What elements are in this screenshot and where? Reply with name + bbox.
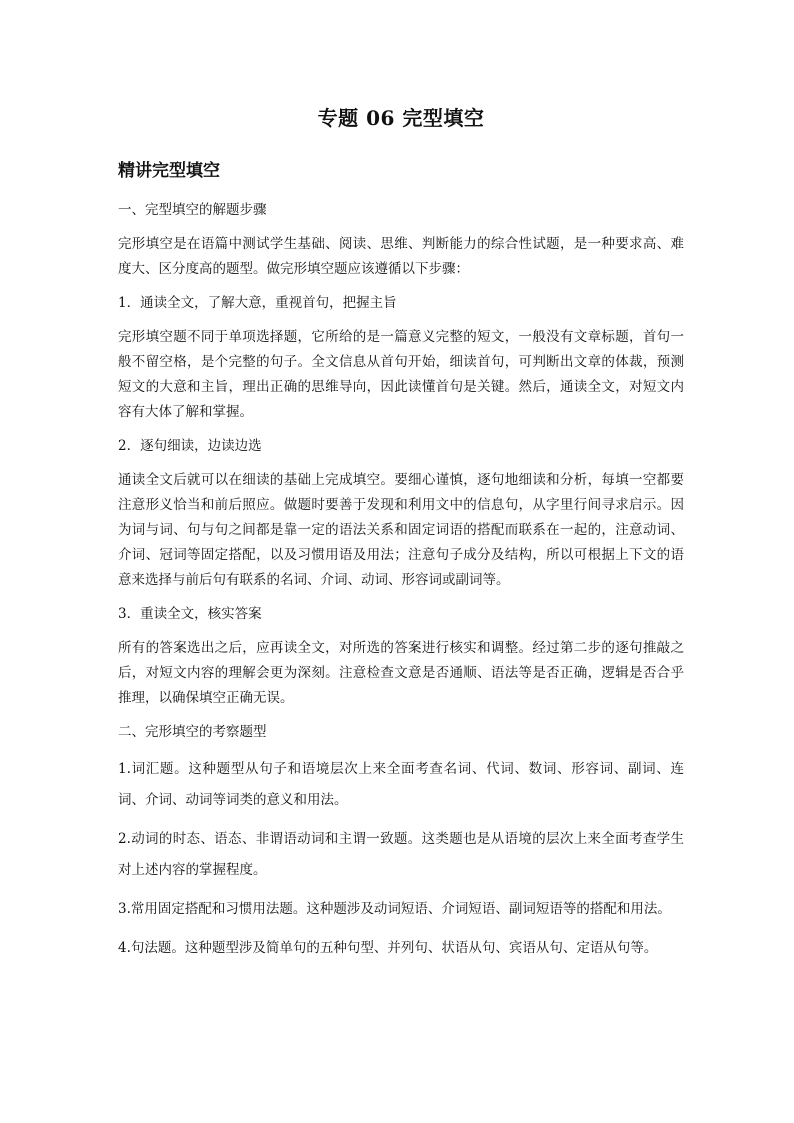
- step2-paragraph: 通读全文后就可以在细读的基础上完成填空。要细心谨慎，逐句地细读和分析，每填一空都要注意形义恰当和前后照应。做题时要善于发现和利用文中的信息句，从字里行间寻求启示。因为词与词、句与句之间都是靠一定的语法关系和固定词语的搭配而联系在一起的，注意动词、介词、冠词等固定搭配，以及习惯用语及用法；注意句子成分及结构，所以可根据上下文的语意来选择与前后句有联系的名词、介词、动词、形容词或副词等。: [118, 472, 684, 588]
- type-item-1: 1.词汇题。这种题型从句子和语境层次上来全面考查名词、代词、数词、形容词、副词、连词、介词、动词等词类的意义和用法。: [118, 761, 684, 808]
- part1-heading: 一、完型填空的解题步骤: [118, 202, 267, 218]
- step1-paragraph: 完形填空题不同于单项选择题，它所给的是一篇意义完整的短文，一般没有文章标题，首句一般不留空格，是个完整的句子。全文信息从首句开始，细读首句，可判断出文章的体裁，预测短文的大意和主旨，理出正确的思维导向，因此读懂首句是关键。然后，通读全文，对短文内容有大体了解和掌握。: [118, 329, 684, 420]
- page-title: 专题 06 完型填空: [317, 106, 485, 130]
- step2-heading: 2．逐句细读，边读边选: [118, 438, 262, 454]
- part2-heading: 二、完形填空的考察题型: [118, 724, 267, 740]
- step3-heading: 3．重读全文，核实答案: [118, 606, 262, 622]
- intro-paragraph: 完形填空是在语篇中测试学生基础、阅读、思维、判断能力的综合性试题，是一种要求高、难度大、区分度高的题型。做完形填空题应该遵循以下步骤：: [118, 236, 684, 277]
- type-item-2: 2.动词的时态、语态、非谓语动词和主谓一致题。这类题也是从语境的层次上来全面考查学生对上述内容的掌握程度。: [118, 831, 684, 878]
- type-item-3: 3.常用固定搭配和习惯用法题。这种题涉及动词短语、介词短语、副词短语等的搭配和用法。: [118, 901, 671, 917]
- document-body: [118, 104, 684, 972]
- step1-heading: 1．通读全文，了解大意，重视首句，把握主旨: [118, 295, 397, 311]
- step3-paragraph: 所有的答案选出之后，应再读全文，对所选的答案进行核实和调整。经过第二步的逐句推敲之后，对短文内容的理解会更为深刻。注意检查文意是否通顺、语法等是否正确，逻辑是否合乎推理，以确保填空正确无误。: [118, 640, 684, 706]
- section-heading: 精讲完型填空: [118, 161, 220, 181]
- type-item-4: 4.句法题。这种题型涉及简单句的五种句型、并列句、状语从句、宾语从句、定语从句等。: [118, 940, 658, 956]
